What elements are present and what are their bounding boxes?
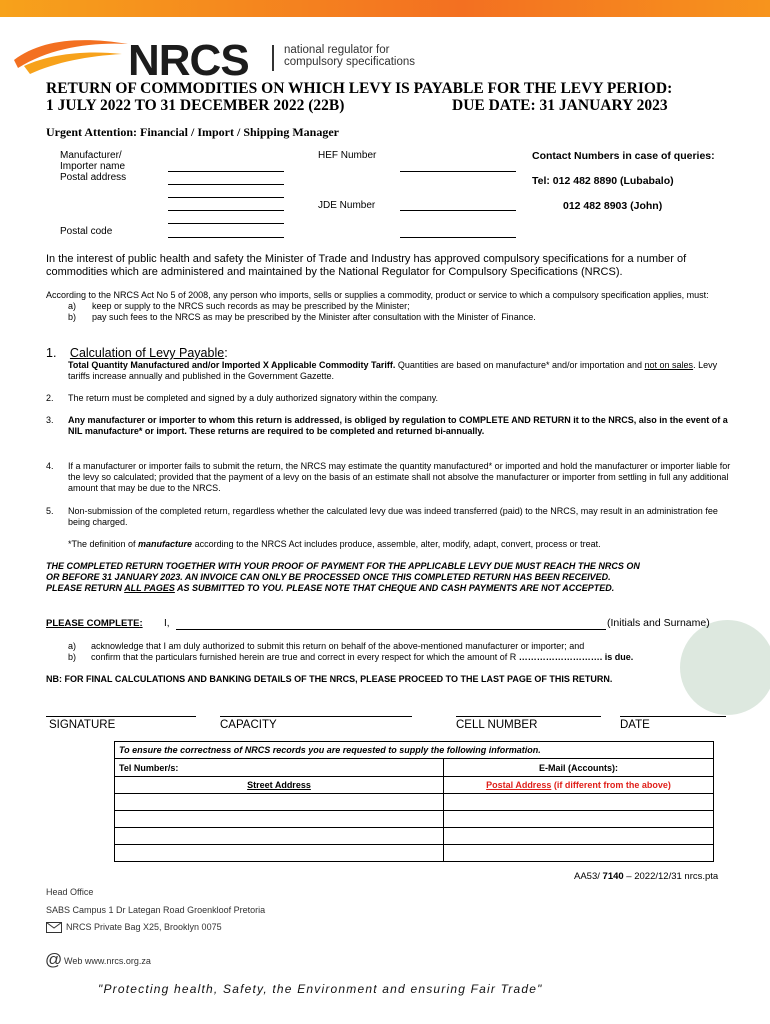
postal-address-cell[interactable] (444, 845, 714, 862)
manufacturer-label (60, 150, 126, 183)
act-intro: According to the NRCS Act No 5 of 2008, any person who imports, sells or supplies a commodity, product or service to which a compulsory specification applies, must: (46, 290, 709, 300)
amount-field[interactable]: ………………………. (518, 652, 603, 662)
extra-field[interactable] (400, 237, 516, 238)
contact-info-table (114, 741, 714, 862)
cell-number-label: CELL NUMBER (456, 719, 538, 731)
postal-address-cell[interactable] (444, 828, 714, 845)
postal-address-field-1[interactable] (168, 184, 284, 185)
item-3-text: Any manufacturer or importer to whom this return is addressed, is obliged by regulation to COMPLETE AND RETURN it to the NRCS, also in the event of a NIL manufacture* or import. These returns are required to be completed and returned bi-annually. (68, 415, 728, 436)
all-pages: ALL PAGES (124, 583, 175, 593)
manufacturer-label-line2: Importer name (60, 161, 126, 172)
postal-address-field-2[interactable] (168, 197, 284, 198)
act-paragraph (46, 290, 736, 323)
postal-address-field-3[interactable] (168, 210, 284, 211)
table-row (115, 828, 714, 845)
date-label: DATE (620, 719, 650, 731)
postal-address-cell[interactable] (444, 794, 714, 811)
act-item-a (46, 301, 736, 312)
slogan: "Protecting health, Safety, the Environment and ensuring Fair Trade" (98, 982, 543, 996)
capacity-field[interactable] (220, 716, 412, 717)
street-address-cell[interactable] (115, 828, 444, 845)
levy-formula: Total Quantity Manufactured and/or Imported X Applicable Commodity Tariff. (68, 360, 396, 370)
street-address-header: Street Address (115, 777, 444, 794)
street-address-cell[interactable] (115, 794, 444, 811)
due-date: DUE DATE: 31 JANUARY 2023 (452, 97, 668, 114)
logo-subtitle-line2: compulsory specifications (284, 56, 416, 68)
act-b-marker: b) (68, 312, 77, 322)
item-5-number: 5. (46, 506, 54, 516)
ack-b-end: is due. (602, 652, 634, 662)
intro-paragraph: In the interest of public health and safety the Minister of Trade and Industry has approved compulsory specifications for a number of commodities which are administered and maintained by the National Regulator for Compulsory Specifications (NRCS). (46, 253, 687, 278)
jde-number-field[interactable] (400, 210, 516, 211)
envelope-icon (46, 922, 62, 933)
hef-number-label: HEF Number (318, 150, 377, 161)
ack-b-marker: b) (68, 652, 77, 662)
postal-address-field-4[interactable] (168, 223, 284, 224)
please-complete-label (46, 618, 143, 629)
form-code-suffix: – 2022/12/31 nrcs.pta (623, 871, 719, 882)
levy-period: 1 JULY 2022 TO 31 DECEMBER 2022 (22B) (46, 97, 345, 114)
tel-john: 012 482 8903 (John) (563, 200, 663, 212)
page-title (46, 80, 672, 114)
header-color-bar (0, 0, 770, 17)
definition-prefix: *The definition of (68, 539, 139, 549)
section-1-number: 1. (46, 346, 57, 360)
ack-b-text (91, 652, 741, 663)
warning-line1: THE COMPLETED RETURN TOGETHER WITH YOUR PROOF OF PAYMENT FOR THE APPLICABLE LEVY DUE MUST REACH THE NRCS ON (46, 561, 640, 571)
street-address-cell[interactable] (115, 811, 444, 828)
postal-address-label: Postal address (60, 172, 127, 183)
decorative-circle (680, 620, 770, 715)
at-icon: @ (45, 950, 63, 969)
cell-number-field[interactable] (456, 716, 601, 717)
item-4-text: If a manufacturer or importer fails to submit the return, the NRCS may estimate the quantity manufactured* or imported and hold the manufacturer or importer liable for the levy so calculated; provided that the payment of a levy on the basis of an estimate shall not absolve the manufacturer or importer from settling in full any additional amount that may be due to the NRCS. (68, 461, 731, 493)
jde-number-label: JDE Number (318, 200, 376, 211)
postal-address-text: Postal Address (486, 780, 552, 790)
act-item-b (46, 312, 736, 323)
private-bag: NRCS Private Bag X25, Brooklyn 0075 (66, 922, 222, 932)
item-4-number: 4. (46, 461, 54, 471)
logo-subtitle-line1: national regulator for (284, 44, 390, 56)
postal-code-field[interactable] (168, 237, 284, 238)
act-b-text: pay such fees to the NRCS as may be prescribed by the Minister after consultation with the Minister of Finance. (92, 312, 536, 322)
form-code-prefix: AA53/ (574, 871, 603, 882)
warning-line3 (46, 583, 736, 594)
nrcs-swoosh-logo-icon (10, 30, 140, 78)
date-field[interactable] (620, 716, 726, 717)
street-address-cell[interactable] (115, 845, 444, 862)
capacity-label: CAPACITY (220, 719, 277, 731)
definition-suffix: according to the NRCS Act includes produce, assemble, alter, modify, adapt, convert, process or treat. (192, 539, 601, 549)
definition-word: manufacture (138, 539, 193, 549)
logo-text: NRCS (128, 36, 249, 85)
signature-field[interactable] (46, 716, 196, 717)
act-a-marker: a) (68, 301, 77, 311)
table-row (115, 811, 714, 828)
hef-number-field[interactable] (400, 171, 516, 172)
item-5-text: Non-submission of the completed return, regardless whether the calculated levy due was indeed transferred (paid) to the NRCS, may result in an administration fee being charged. (68, 506, 718, 527)
postal-address-cell[interactable] (444, 811, 714, 828)
act-a-text: keep or supply to the NRCS such records as may be prescribed by the Minister; (92, 301, 410, 311)
tel-numbers-cell[interactable]: Tel Number/s: (115, 759, 444, 777)
postal-address-suffix: (if different from the above) (551, 780, 671, 790)
head-office-label: Head Office (46, 887, 94, 897)
please-complete-text: PLEASE COMPLETE (46, 618, 140, 629)
item-2-text: The return must be completed and signed by a duly authorized signatory within the company. (68, 393, 439, 403)
submission-warning (46, 561, 736, 594)
tel-lubabalo: Tel: 012 482 8890 (Lubabalo) (532, 175, 674, 187)
name-field[interactable] (176, 629, 606, 630)
ack-b-main: confirm that the particulars furnished herein are true and correct in every respect for which the amount of R (91, 652, 517, 662)
title-line1: RETURN OF COMMODITIES ON WHICH LEVY IS PAYABLE FOR THE LEVY PERIOD: (46, 80, 673, 97)
logo-subtitle (284, 44, 415, 68)
nb-note: NB: FOR FINAL CALCULATIONS AND BANKING DETAILS OF THE NRCS, PLEASE PROCEED TO THE LAST PAGE OF THIS RETURN. (46, 674, 613, 684)
form-code (574, 871, 718, 882)
table-row (115, 759, 714, 777)
head-office-address: SABS Campus 1 Dr Lategan Road Groenkloof Pretoria (46, 905, 266, 915)
warning-line3-b: AS SUBMITTED TO YOU. PLEASE NOTE THAT CHEQUE AND CASH PAYMENTS ARE NOT ACCEPTED. (174, 583, 615, 593)
item-3-number: 3. (46, 415, 54, 425)
ack-a-text: acknowledge that I am duly authorized to submit this return on behalf of the above-mentioned manufacturer or importer; and (91, 641, 585, 651)
please-complete-colon: : (139, 618, 143, 629)
title-line2 (46, 97, 672, 114)
section-1-text (68, 360, 733, 382)
section-1-colon: : (224, 346, 228, 360)
i-label: I, (164, 618, 170, 629)
warning-line2: OR BEFORE 31 JANUARY 2023. AN INVOICE CAN ONLY BE PROCESSED ONCE THIS COMPLETED RETURN HAS BEEN RECEIVED. (46, 572, 611, 582)
contact-heading: Contact Numbers in case of queries: (532, 150, 715, 162)
table-row (115, 777, 714, 794)
table-row (115, 845, 714, 862)
importer-name-field[interactable] (168, 171, 284, 172)
postal-address-header (444, 777, 714, 794)
section-1-title: Calculation of Levy Payable (69, 346, 225, 360)
form-code-number: 7140 (602, 871, 624, 882)
manufacture-definition (68, 539, 733, 550)
table-row (115, 794, 714, 811)
section-1-text-b: . Levy tariffs increase annually and published in the Government Gazette. (68, 360, 718, 381)
attention-line: Urgent Attention: Financial / Import / Shipping Manager (46, 125, 340, 139)
manufacturer-label-line1: Manufacturer/ (60, 150, 122, 161)
website[interactable]: Web www.nrcs.org.za (64, 956, 151, 966)
signature-label: SIGNATURE (49, 719, 116, 731)
logo-divider (272, 45, 274, 71)
postal-code-label: Postal code (60, 226, 113, 237)
item-2-number: 2. (46, 393, 54, 403)
email-accounts-cell[interactable]: E-Mail (Accounts): (444, 759, 714, 777)
section-1-heading (46, 346, 228, 360)
table-heading: To ensure the correctness of NRCS records you are requested to supply the following information. (115, 742, 714, 759)
ack-a-marker: a) (68, 641, 77, 651)
section-1-text-a: Quantities are based on manufacture* and/or importation and (395, 360, 645, 370)
not-on-sales: not on sales (644, 360, 694, 370)
warning-line3-a: PLEASE RETURN (46, 583, 125, 593)
table-row (115, 742, 714, 759)
initials-surname-label: (Initials and Surname) (607, 617, 710, 629)
